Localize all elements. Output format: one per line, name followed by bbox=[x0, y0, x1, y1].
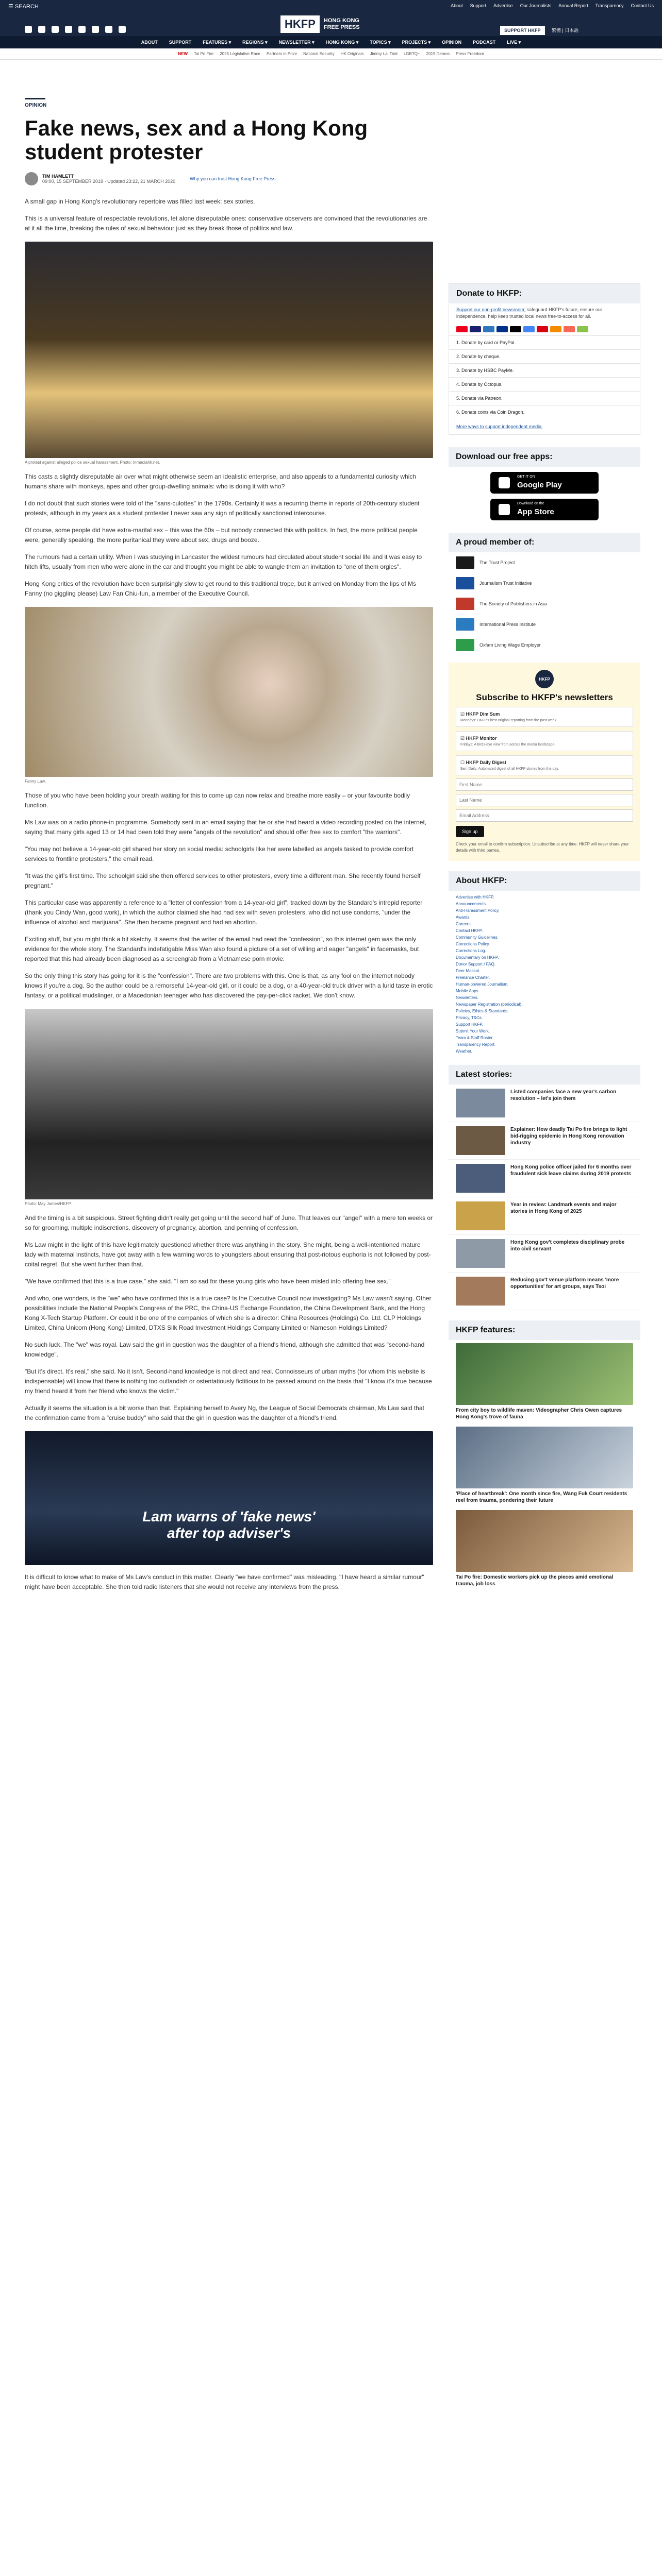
about-link[interactable]: Announcements. bbox=[456, 902, 487, 906]
paragraph: Actually it seems the situation is a bit worse than that. Explaining herself to Avery Ng, the League of Social Democrats chairman, Ms Law said that the confirmation came from a "cruise buddy" who said that the girl in question was the daughter of a friend's friend. bbox=[25, 1404, 424, 1421]
top-link[interactable]: Contact Us bbox=[631, 3, 654, 8]
nav-item[interactable]: FEATURES ▾ bbox=[203, 39, 231, 45]
play-store-icon bbox=[499, 477, 510, 488]
paragraph: Exciting stuff, but you might think a bit sketchy. It seems that the writer of the email had read the "confession", so this internet gem was the only evidence for the whole story. The Standard's indefatigable Miss Wan also found a picture of a set of willing and eager "angels" in facemasks, but reported that this had already been diagnosed as a screengrab from a Vietnamese porn movie. bbox=[25, 936, 419, 962]
member-item[interactable]: International Press Institute bbox=[449, 614, 640, 635]
donate-link[interactable]: Support our non-profit newsroom; bbox=[456, 307, 526, 312]
byline bbox=[25, 172, 433, 185]
about-link[interactable]: Freelance Charter. bbox=[456, 975, 490, 980]
jti-logo bbox=[456, 577, 474, 589]
about-link[interactable]: Newsletters. bbox=[456, 995, 479, 1000]
about-link[interactable]: Contact HKFP. bbox=[456, 928, 483, 933]
nav-item[interactable]: PROJECTS ▾ bbox=[402, 39, 431, 45]
newsletter-option[interactable]: ☑ HKFP Monitor Fridays: A birds-eye view from across the media landscape. bbox=[456, 731, 633, 751]
trending-item[interactable]: Partners in Prize bbox=[266, 52, 297, 56]
video-player[interactable] bbox=[25, 1431, 433, 1565]
logo-box: HKFP bbox=[280, 15, 320, 33]
about-link[interactable]: Documentary on HKFP. bbox=[456, 955, 499, 960]
main-nav bbox=[0, 36, 662, 48]
about-link[interactable]: Community Guidelines. bbox=[456, 935, 499, 940]
site-logo[interactable] bbox=[280, 15, 360, 33]
apps-title: Download our free apps: bbox=[449, 447, 640, 467]
paragraph: The rumours had a certain utility. When I was studying in Lancaster the wildest rumours had circulated about student social life and it was easy to hitch lifts, usually from men who were alone in the car and thought you might be able to wangle them an invitation to "one of them orgies". bbox=[25, 553, 422, 570]
top-link[interactable]: Advertise bbox=[493, 3, 513, 8]
about-link[interactable]: Submit Your Work. bbox=[456, 1029, 490, 1033]
coindragon-icon bbox=[577, 326, 588, 332]
author-name[interactable]: TIM HAMLETT bbox=[42, 174, 74, 179]
story-thumbnail bbox=[456, 1164, 505, 1193]
donate-more-link[interactable]: More ways to support independent media. bbox=[456, 424, 543, 429]
donate-option[interactable]: 2. Donate by cheque. bbox=[449, 349, 640, 363]
top-links bbox=[451, 3, 654, 8]
member-item[interactable]: Journalism Trust Initiative bbox=[449, 573, 640, 594]
about-link[interactable]: Awards. bbox=[456, 915, 471, 920]
nav-item[interactable]: ABOUT bbox=[141, 40, 158, 45]
trust-project-logo bbox=[456, 556, 474, 569]
latest-story[interactable]: Listed companies face a new year's carbon resolution – let's join them bbox=[449, 1084, 640, 1122]
latest-story[interactable]: Hong Kong gov't completes disciplinary probe into civil servant bbox=[449, 1235, 640, 1273]
about-link[interactable]: Transparency Report. bbox=[456, 1042, 496, 1047]
about-link[interactable]: Privacy, T&Cs. bbox=[456, 1015, 483, 1020]
app-store-badge[interactable] bbox=[490, 499, 599, 520]
donate-text: safeguard HKFP's future, ensure our independence, help keep trusted local news free-to-access for all. bbox=[456, 307, 602, 319]
about-link[interactable]: Careers. bbox=[456, 922, 472, 926]
googlepay-icon bbox=[523, 326, 535, 332]
about-list bbox=[449, 891, 640, 1055]
email-field[interactable] bbox=[456, 809, 633, 822]
trending-item[interactable]: National Security bbox=[303, 52, 335, 56]
search-label: SEARCH bbox=[14, 4, 39, 10]
support-button[interactable]: SUPPORT HKFP bbox=[500, 26, 545, 35]
instagram-icon[interactable] bbox=[52, 26, 59, 33]
donate-option[interactable]: 4. Donate by Octopus. bbox=[449, 377, 640, 391]
paragraph: Those of you who have been holding your breath waiting for this to come up can now relax and breathe more easily – or your favourite bodily function. bbox=[25, 792, 410, 809]
about-link[interactable]: Newspaper Registration (periodical). bbox=[456, 1002, 523, 1007]
payme-icon bbox=[537, 326, 548, 332]
author-avatar bbox=[25, 172, 38, 185]
language-switch[interactable]: 繁體 | 日本語 bbox=[552, 28, 579, 33]
paragraph: "It was the girl's first time. The schoolgirl said she then offered services to other protesters, every time a different man. She recently found herself pregnant." bbox=[25, 872, 421, 889]
photo-caption: A protest against alleged police sexual harassment. Photo: Inmediahk.net. bbox=[25, 460, 160, 465]
last-name-field[interactable] bbox=[456, 794, 633, 806]
paragraph: "We have confirmed that this is a true case," she said. "I am so sad for these young girls who have been misled into offering free sex." bbox=[25, 1278, 391, 1285]
newsletter-logo: HKFP bbox=[535, 670, 554, 688]
about-link[interactable]: Advertise with HKFP. bbox=[456, 895, 494, 900]
paragraph: "You may not believe a 14-year-old girl shared her story on social media: schoolgirls like her were labelled as angels tasked to provide comfort services to frontline protesters," the email read. bbox=[25, 845, 414, 862]
patreon-icon bbox=[564, 326, 575, 332]
new-badge: NEW bbox=[178, 52, 188, 56]
donate-box bbox=[449, 283, 640, 435]
photo-caption: Fanny Law. bbox=[25, 779, 46, 784]
paragraph: I do not doubt that such stories were told of the "sans-culottes" in the 1790s. Certainly it was a recurring theme in reports of 20th-century student protests, although in my years as a student protester I never saw any sign of politically sanctioned intercourse. bbox=[25, 500, 420, 517]
top-link[interactable]: Our Journalists bbox=[520, 3, 552, 8]
donate-option[interactable]: 5. Donate via Patreon. bbox=[449, 391, 640, 405]
visa-icon bbox=[470, 326, 481, 332]
apple-icon bbox=[499, 504, 510, 515]
nav-item[interactable]: HONG KONG ▾ bbox=[325, 39, 359, 45]
article-category[interactable]: OPINION bbox=[25, 98, 45, 108]
member-item[interactable]: Oxfam Living Wage Employer bbox=[449, 635, 640, 655]
trending-item[interactable]: HK Originals bbox=[340, 52, 364, 56]
trending-item[interactable]: Jimmy Lai Trial bbox=[370, 52, 398, 56]
badge-small-text: Download on the bbox=[517, 502, 544, 505]
x-icon[interactable] bbox=[38, 26, 45, 33]
donate-option[interactable]: 1. Donate by card or PayPal. bbox=[449, 335, 640, 349]
latest-story[interactable]: Reducing gov't venue platform means 'more opportunities' for art groups, says Tsoi bbox=[449, 1273, 640, 1310]
paragraph: This particular case was apparently a reference to a "letter of confession from a 14-year-old girl", tracked down by the Standard's intrepid reporter (thank you Cindy Wan, good work), in which the author claimed she had had sex with seven protesters, who did not use condoms, "under the influence of alcohol and marijuana". She then became pregnant and had an abortion. bbox=[25, 899, 423, 926]
member-item[interactable]: The Trust Project bbox=[449, 552, 640, 573]
trending-item[interactable]: Press Freedom bbox=[455, 52, 484, 56]
ipi-logo bbox=[456, 618, 474, 631]
sopa-logo bbox=[456, 598, 474, 610]
paypal-icon bbox=[496, 326, 508, 332]
trending-bar bbox=[0, 48, 662, 60]
story-thumbnail bbox=[456, 1239, 505, 1268]
paragraph: And the timing is a bit suspicious. Street fighting didn't really get going until the second half of June. That leaves our "angel" with a mere ten weeks or so for grooming, multiple indiscretions, discovery of pregnancy, abortion, and penning of confession. bbox=[25, 1214, 433, 1231]
trending-item[interactable]: 2019 Demos bbox=[426, 52, 450, 56]
police-photo bbox=[25, 1009, 433, 1199]
top-link[interactable]: Transparency bbox=[595, 3, 624, 8]
about-link[interactable]: Mobile Apps. bbox=[456, 989, 479, 993]
nav-item[interactable]: LIVE ▾ bbox=[507, 39, 521, 45]
nav-item[interactable]: TOPICS ▾ bbox=[370, 39, 391, 45]
paragraph: No such luck. The "we" was royal. Law said the girl in question was the daughter of a friend's friend, although she admitted that was "second-hand knowledge". bbox=[25, 1341, 425, 1358]
latest-story[interactable]: Explainer: How deadly Tai Po fire brings to light bid-rigging epidemic in Hong Kong renovation industry bbox=[449, 1122, 640, 1160]
trending-item[interactable]: Tai Po Fire bbox=[194, 52, 214, 56]
top-link[interactable]: About bbox=[451, 3, 463, 8]
paragraph: Ms Law was on a radio phone-in programme. Somebody sent in an email saying that he or she had heard a video recording posted on the internet, saying that many girls aged 13 or 14 had been told they were "angels of the revolution" and should offer free sex to comfort "the warriors". bbox=[25, 819, 427, 836]
latest-story[interactable]: Year in review: Landmark events and major stories in Hong Kong of 2025 bbox=[449, 1197, 640, 1235]
nav-item[interactable]: OPINION bbox=[442, 40, 462, 45]
first-name-field[interactable] bbox=[456, 778, 633, 791]
badge-text: Google Play bbox=[517, 480, 562, 489]
newsletter-title: Subscribe to HKFP's newsletters bbox=[476, 692, 613, 702]
photo-caption: Photo: May James/HKFP. bbox=[25, 1201, 72, 1206]
features-title: HKFP features: bbox=[449, 1320, 640, 1340]
about-title: About HKFP: bbox=[449, 871, 640, 891]
about-link[interactable]: Anti-Harassment Policy. bbox=[456, 908, 500, 913]
feature-image bbox=[456, 1343, 633, 1405]
about-link[interactable]: Donor Support / FAQ. bbox=[456, 962, 495, 967]
paragraph: Of course, some people did have extra-marital sex – this was the 60s – but nobody connected this with politics. In fact, the more political people were, generally speaking, the more puritanical they were about sex, drugs and booze. bbox=[25, 527, 418, 544]
latest-title: Latest stories: bbox=[449, 1065, 640, 1084]
latest-story[interactable]: Hong Kong police officer jailed for 6 months over fraudulent sick leave claims during 2019 protests bbox=[449, 1160, 640, 1197]
search-button[interactable]: ☰ SEARCH bbox=[8, 4, 39, 10]
article-main bbox=[25, 98, 433, 1592]
google-play-badge[interactable] bbox=[490, 472, 599, 494]
about-link[interactable]: Corrections Log. bbox=[456, 948, 486, 953]
about-link[interactable]: Team & Staff Roster. bbox=[456, 1036, 494, 1040]
newsletter-option[interactable]: ☑ HKFP Dim Sum Mondays: HKFP's best original reporting from the past week. bbox=[456, 707, 633, 727]
badge-small-text: GET IT ON bbox=[517, 475, 535, 479]
paragraph: This is a universal feature of respectable revolutions, let alone disreputable ones: conservative observers are convinced that the revolutionaries are at it all the time, breaking the rules of sexual behaviour just as they break those of politics and law. bbox=[25, 215, 427, 232]
paragraph: It is difficult to know what to make of Ms Law's conduct in this matter. Clearly "we have confirmed" was misleading. "I have heard a similar rumour" might have been acceptable. She then told radio listeners that she would not receive any interviews from the press. bbox=[25, 1573, 424, 1590]
nav-item[interactable]: SUPPORT bbox=[169, 40, 192, 45]
signup-button[interactable]: Sign up bbox=[456, 826, 484, 837]
feature-story[interactable]: 'Place of heartbreak': One month since fire, Wang Fuk Court residents reel from trauma, pondering their future bbox=[449, 1423, 640, 1507]
logo-text: HONG KONG FREE PRESS bbox=[323, 18, 360, 30]
donate-option[interactable]: 3. Donate by HSBC PayMe. bbox=[449, 363, 640, 377]
trust-link[interactable]: Why you can trust Hong Kong Free Press bbox=[190, 176, 276, 181]
payment-icons bbox=[449, 323, 640, 335]
octopus-icon bbox=[550, 326, 561, 332]
sidebar bbox=[449, 283, 640, 1590]
nav-item[interactable]: REGIONS ▾ bbox=[242, 39, 268, 45]
donate-option[interactable]: 6. Donate coins via Coin Dragon. bbox=[449, 405, 640, 419]
about-link[interactable]: Weather. bbox=[456, 1049, 472, 1054]
nav-item[interactable]: NEWSLETTER ▾ bbox=[278, 39, 315, 45]
trending-item[interactable]: 2025 Legislative Race bbox=[220, 52, 260, 56]
paragraph: And who, one wonders, is the "we" who have confirmed this is a true case? Is the Executive Council now investigating? Ms Law wasn't saying. Other possibilities include the National People's Congress of the PRC, the China-US Exchange Foundation, the China Development Bank, and the Hong Kong X-Tech Startup Platform. Or could it be one of the companies of which she is a director: China Resources (Holdings) Co. Ltd. CLP Holdings Limited, China Unicom (Hong Kong) Limited, DTXS Silk Road Investment Holdings Company Limited or Nameson Holdings Limited? bbox=[25, 1295, 432, 1331]
applepay-icon bbox=[510, 326, 521, 332]
feature-story[interactable]: From city boy to wildlife maven: Videographer Chris Owen captures Hong Kong's trove of fauna bbox=[449, 1340, 640, 1423]
protest-photo bbox=[25, 242, 433, 458]
trending-item[interactable]: LGBTQ+ bbox=[403, 52, 420, 56]
top-link[interactable]: Support bbox=[470, 3, 487, 8]
paragraph: This casts a slightly disreputable air over what might otherwise seem an idealistic enterprise, and also appeals to a fundamental curiosity which humans share with monkeys, apes and other group-dwelling animals: who is doing it with who? bbox=[25, 473, 417, 490]
about-link[interactable]: Human-powered Journalism. bbox=[456, 982, 509, 987]
article-title: Fake news, sex and a Hong Kong student protester bbox=[25, 116, 368, 164]
about-link[interactable]: Policies, Ethics & Standards. bbox=[456, 1009, 509, 1013]
story-thumbnail bbox=[456, 1126, 505, 1155]
member-item[interactable]: The Society of Publishers in Asia bbox=[449, 594, 640, 614]
linkedin-icon[interactable] bbox=[119, 26, 126, 33]
oxfam-logo bbox=[456, 639, 474, 651]
paragraph: A small gap in Hong Kong's revolutionary repertoire was filled last week: sex stories. bbox=[25, 198, 255, 205]
whatsapp-icon[interactable] bbox=[105, 26, 112, 33]
paragraph: So the only thing this story has going for it is the "confession". There are two problems with this. One is that, as any fool on the internet nobody knows if you're a dog. So the author could be a remorseful 14-year-old girl, or it could be a dog, or a 40-year-old truck driver with a lurid taste in erotic fantasy, or a political mudslinger, or a Macedonian teenager who has discovered the pay-per-click racket. We don't know. bbox=[25, 972, 433, 999]
video-overlay-text: Lam warns of 'fake news' after top adviser's bbox=[142, 1509, 316, 1541]
newsletter-box bbox=[449, 663, 640, 861]
newsletter-note: Check your email to confirm subscription. Unsubscribe at any time. HKFP will never share your details with third parties. bbox=[456, 842, 629, 853]
badge-text: App Store bbox=[517, 507, 554, 516]
social-icons bbox=[25, 26, 126, 33]
telegram-icon[interactable] bbox=[92, 26, 99, 33]
paragraph: "But it's direct. It's real," she said. No it isn't. Second-hand knowledge is not direct and real. Connoisseurs of urban myths (for whom this website is indispensable) will know that there is nothing too outlandish or ostentatiously fictitious to be passed around on the basis that "I know it's true because my friend heard it from her friend who knows the victim." bbox=[25, 1368, 432, 1395]
donate-title: Donate to HKFP: bbox=[449, 284, 640, 303]
member-title: A proud member of: bbox=[449, 533, 640, 552]
paragraph: Ms Law might in the light of this have legitimately questioned whether there was anything in the story. She might, being a well-intentioned mature lady with maternal instincts, have got away with a few warning words to youngsters about ensuring that post-riotous euphoria is not followed by post-coital regret. But she went further than that. bbox=[25, 1241, 431, 1268]
article-body bbox=[25, 197, 433, 1592]
mastercard-icon bbox=[456, 326, 468, 332]
feature-image bbox=[456, 1427, 633, 1488]
fanny-law-photo bbox=[25, 607, 433, 777]
story-thumbnail bbox=[456, 1201, 505, 1230]
about-link[interactable]: Deer Mascot. bbox=[456, 969, 481, 973]
about-link[interactable]: Corrections Policy. bbox=[456, 942, 490, 946]
facebook-icon[interactable] bbox=[25, 26, 32, 33]
top-link[interactable]: Annual Report bbox=[558, 3, 588, 8]
nav-item[interactable]: PODCAST bbox=[473, 40, 496, 45]
threads-icon[interactable] bbox=[65, 26, 72, 33]
article-date: 09:00, 15 SEPTEMBER 2019 · Updated 23:22, 21 MARCH 2020 bbox=[42, 179, 176, 184]
feature-image bbox=[456, 1510, 633, 1572]
newsletter-option[interactable]: ☐ HKFP Daily Digest 9am Daily: Automated digest of all HKFP stories from the day. bbox=[456, 755, 633, 775]
amex-icon bbox=[483, 326, 494, 332]
paragraph: Hong Kong critics of the revolution have been surprisingly slow to get round to this traditional trope, but it arrived on Monday from the lips of Ms Fanny (no giggling please) Law Fan Chiu-fun, a member of the Executive Council. bbox=[25, 580, 417, 597]
feature-story[interactable]: Tai Po fire: Domestic workers pick up the pieces amid emotional trauma, job loss bbox=[449, 1507, 640, 1590]
top-bar bbox=[0, 0, 662, 36]
story-thumbnail bbox=[456, 1089, 505, 1117]
youtube-icon[interactable] bbox=[78, 26, 86, 33]
about-link[interactable]: Support HKFP. bbox=[456, 1022, 483, 1027]
story-thumbnail bbox=[456, 1277, 505, 1306]
